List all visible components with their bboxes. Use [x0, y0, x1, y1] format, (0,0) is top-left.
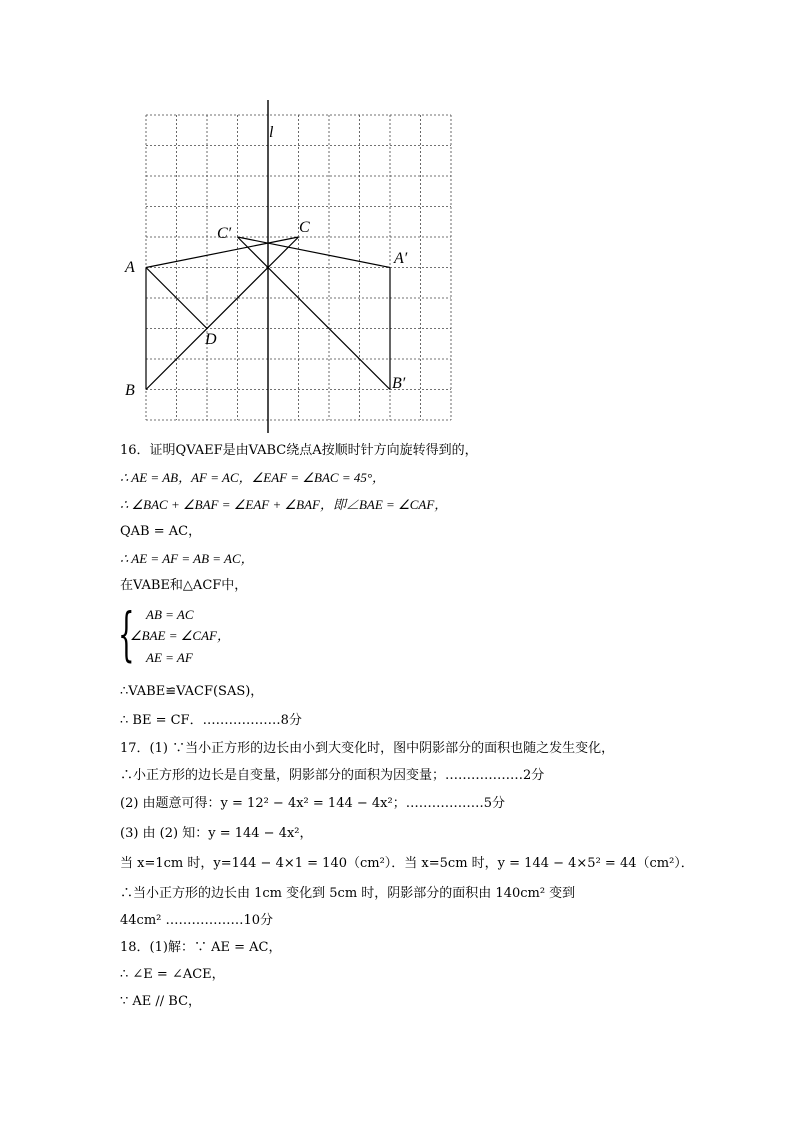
q17-line-4: (3) 由 (2) 知：y = 144 − 4x²，	[120, 826, 313, 841]
q16-line-2: ∴ AE = AB，AF = AC，∠EAF = ∠BAC = 45°，	[120, 470, 386, 485]
point-label-c: C	[299, 219, 310, 236]
q16-line-5: ∴ AE = AF = AB = AC，	[120, 551, 254, 566]
point-label-c-prime: C′	[217, 225, 232, 242]
q16-line-7: ∴VABE≌VACF(SAS)，	[120, 684, 264, 699]
q18-line-2: ∴ ∠E = ∠ACE，	[120, 967, 225, 982]
q16-line-6: 在VABE和△ACF中，	[120, 578, 248, 593]
q16-system-eq-3: AE = AF	[146, 650, 193, 665]
point-label-b: B	[125, 382, 135, 399]
triangle-abc	[146, 237, 299, 390]
q17-line-5: 当 x=1cm 时，y=144 − 4×1 = 140（cm²）．当 x=5cm 时，y = 144 − 4×5² = 44（cm²）．	[120, 856, 694, 871]
point-label-d: D	[205, 331, 217, 348]
q16-system-eq-1: AB = AC	[146, 607, 194, 622]
system-brace: {	[118, 600, 135, 668]
q17-line-3: (2) 由题意可得：y = 12² − 4x² = 144 − 4x²；………………5分	[120, 796, 505, 811]
q16-line-4: QAB = AC，	[120, 524, 202, 539]
q16-line-8: ∴ BE = CF．………………8分	[120, 713, 302, 728]
q18-line-3: ∵ AE // BC，	[120, 994, 202, 1009]
q18-line-1: 18．(1)解：∵ AE = AC，	[120, 940, 282, 955]
triangle-a-prime-b-prime-c-prime	[238, 237, 391, 390]
q17-line-7: 44cm² ………………10分	[120, 913, 274, 928]
q16-line-1: 16．证明QVAEF是由VABC绕点A按顺时针方向旋转得到的，	[120, 443, 478, 458]
point-label-a-prime: A′	[394, 250, 408, 267]
geometry-figure	[120, 95, 460, 440]
point-label-a: A	[125, 259, 135, 276]
q17-line-2: ∴小正方形的边长是自变量，阴影部分的面积为因变量；………………2分	[120, 768, 545, 783]
axis-label-l: l	[269, 124, 274, 141]
q16-line-3: ∴ ∠BAC + ∠BAF = ∠EAF + ∠BAF，即∠BAE = ∠CAF，	[120, 497, 448, 512]
q17-line-6: ∴当小正方形的边长由 1cm 变化到 5cm 时，阴影部分的面积由 140cm² 变到	[120, 886, 576, 901]
point-label-b-prime: B′	[392, 375, 406, 392]
q16-system-eq-2: ∠BAE = ∠CAF，	[130, 628, 230, 643]
q17-line-1: 17．(1) ∵当小正方形的边长由小到大变化时，图中阴影部分的面积也随之发生变化，	[120, 741, 615, 756]
